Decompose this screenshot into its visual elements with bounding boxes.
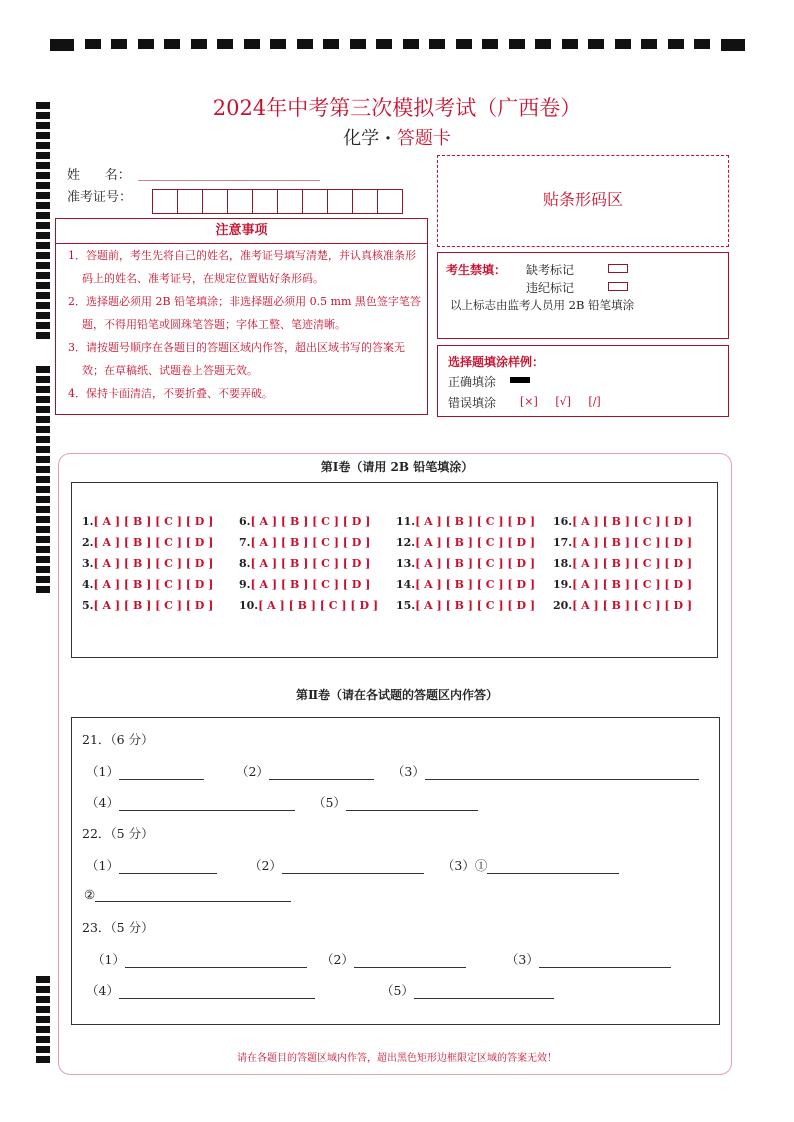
- choice-question[interactable]: [553, 515, 692, 528]
- timing-mark: [36, 192, 50, 199]
- choice-options[interactable]: [ A ] [ B ] [ C ] [ D ]: [572, 515, 693, 528]
- example-box: [437, 345, 729, 417]
- choice-question[interactable]: [82, 515, 213, 528]
- id-digit-cell[interactable]: [152, 189, 178, 214]
- timing-mark: [270, 39, 286, 49]
- choice-grid: [71, 482, 718, 658]
- choice-options[interactable]: [ A ] [ B ] [ C ] [ D ]: [572, 599, 693, 612]
- written-answer-box: [71, 717, 720, 1025]
- timing-mark: [36, 232, 50, 239]
- answer-line[interactable]: [539, 955, 671, 968]
- timing-mark: [36, 406, 50, 413]
- timing-mark: [36, 242, 50, 249]
- choice-question[interactable]: [239, 599, 378, 612]
- choice-question[interactable]: [239, 515, 370, 528]
- choice-question[interactable]: [396, 578, 535, 591]
- question-number: 2.: [82, 536, 94, 549]
- timing-mark: [36, 416, 50, 423]
- choice-options[interactable]: [ A ] [ B ] [ C ] [ D ]: [93, 578, 214, 591]
- timing-mark: [36, 162, 50, 169]
- answer-line[interactable]: [346, 798, 478, 811]
- question-number: 11.: [396, 515, 416, 528]
- id-digit-cell[interactable]: [227, 189, 253, 214]
- choice-question[interactable]: [553, 578, 692, 591]
- answer-line[interactable]: [119, 767, 204, 780]
- id-number-cells[interactable]: [153, 189, 403, 214]
- answer-line[interactable]: [119, 861, 217, 874]
- timing-mark: [36, 506, 50, 513]
- notice-list: [55, 243, 428, 415]
- card-label: 答题卡: [396, 128, 451, 149]
- timing-mark: [36, 976, 50, 983]
- answer-line[interactable]: [119, 798, 295, 811]
- q23-heading: 23．（5 分）: [82, 920, 154, 935]
- footer-warning: 请在各题目的答题区域内作答，超出黑色矩形边框限定区域的答案无效！: [237, 1053, 557, 1064]
- choice-options[interactable]: [ A ] [ B ] [ C ] [ D ]: [572, 557, 693, 570]
- choice-options[interactable]: [ A ] [ B ] [ C ] [ D ]: [415, 599, 536, 612]
- timing-mark: [641, 39, 657, 49]
- timing-mark: [36, 576, 50, 583]
- timing-mark: [36, 272, 50, 279]
- choice-options[interactable]: [ A ] [ B ] [ C ] [ D ]: [250, 515, 371, 528]
- timing-mark: [36, 366, 50, 373]
- timing-mark: [36, 516, 50, 523]
- notice-item: 1．答题前，考生先将自己的姓名，准考证号填写清楚，并认真核准条形码上的姓名、准考证号，在规定位置贴好条形码。: [68, 249, 416, 285]
- timing-mark: [36, 1016, 50, 1023]
- q22-row2: ②: [84, 887, 291, 902]
- q23-row2: （4） （5）: [86, 981, 554, 999]
- timing-mark: [36, 526, 50, 533]
- separator: ·: [384, 128, 392, 149]
- wrong-label: 错误填涂: [448, 396, 497, 410]
- question-number: 20.: [553, 599, 573, 612]
- answer-line[interactable]: [282, 861, 424, 874]
- timing-mark: [429, 39, 445, 49]
- q21-heading: 21．（6 分）: [82, 732, 154, 747]
- id-digit-cell[interactable]: [302, 189, 328, 214]
- q22-heading: 22．（5 分）: [82, 826, 154, 841]
- filled-mark: [510, 377, 530, 383]
- answer-line[interactable]: [425, 767, 699, 780]
- timing-mark: [36, 292, 50, 299]
- absent-label: 缺考标记: [526, 263, 575, 277]
- timing-mark: [694, 39, 710, 49]
- id-digit-cell[interactable]: [327, 189, 353, 214]
- id-label: 准考证号：: [67, 190, 133, 205]
- timing-mark: [50, 39, 74, 51]
- timing-mark: [36, 586, 50, 593]
- choice-options[interactable]: [ A ] [ B ] [ C ] [ D ]: [415, 515, 536, 528]
- timing-mark: [36, 1026, 50, 1033]
- notice-item: 4．保持卡面清洁，不要折叠、不要弄破。: [68, 387, 273, 400]
- timing-mark: [164, 39, 180, 49]
- timing-mark: [403, 39, 419, 49]
- correct-label: 正确填涂: [448, 375, 497, 389]
- violation-checkbox[interactable]: [608, 282, 628, 291]
- timing-mark: [36, 262, 50, 269]
- id-digit-cell[interactable]: [352, 189, 378, 214]
- answer-line[interactable]: [95, 889, 291, 902]
- timing-mark: [350, 39, 366, 49]
- choice-options[interactable]: [ A ] [ B ] [ C ] [ D ]: [572, 578, 693, 591]
- id-digit-cell[interactable]: [202, 189, 228, 214]
- q21-row1: （1） （2） （3）: [86, 762, 699, 780]
- timing-mark: [36, 536, 50, 543]
- timing-mark: [36, 282, 50, 289]
- timing-mark: [615, 39, 631, 49]
- question-number: 1.: [82, 515, 94, 528]
- id-digit-cell[interactable]: [377, 189, 403, 214]
- timing-mark: [668, 39, 684, 49]
- part2-title: 第Ⅱ卷（请在各试题的答题区内作答）: [295, 688, 499, 702]
- timing-mark: [36, 202, 50, 209]
- timing-mark: [36, 222, 50, 229]
- question-number: 10.: [239, 599, 259, 612]
- choice-options[interactable]: [ A ] [ B ] [ C ] [ D ]: [415, 557, 536, 570]
- top-timing-marks: [50, 39, 745, 51]
- name-input[interactable]: [138, 180, 320, 181]
- choice-question[interactable]: [396, 515, 535, 528]
- choice-question[interactable]: [82, 557, 213, 570]
- timing-mark: [36, 396, 50, 403]
- choice-question[interactable]: [239, 578, 370, 591]
- timing-mark: [456, 39, 472, 49]
- answer-line[interactable]: [119, 986, 315, 999]
- forbidden-label: 考生禁填：: [446, 263, 507, 277]
- violation-label: 违纪标记: [526, 281, 575, 295]
- question-number: 7.: [239, 536, 251, 549]
- answer-line[interactable]: [414, 986, 554, 999]
- timing-mark: [36, 1036, 50, 1043]
- choice-options[interactable]: [ A ] [ B ] [ C ] [ D ]: [258, 599, 379, 612]
- notice-item: 3．请按题号顺序在各题目的答题区域内作答，超出区域书写的答案无效；在草稿纸、试题卷上答题无效。: [68, 341, 405, 377]
- choice-question[interactable]: [396, 536, 535, 549]
- timing-mark: [721, 39, 745, 51]
- question-number: 14.: [396, 578, 416, 591]
- example-label: 选择题填涂样例：: [448, 355, 545, 369]
- timing-mark: [535, 39, 551, 49]
- subject: 化学: [343, 128, 380, 149]
- forbidden-box: [437, 252, 729, 339]
- timing-mark: [36, 172, 50, 179]
- choice-question[interactable]: [82, 536, 213, 549]
- answer-line[interactable]: [269, 767, 374, 780]
- barcode-area: 贴条形码区: [437, 155, 729, 247]
- q23-row1: （1） （2） （3）: [92, 950, 671, 968]
- id-digit-cell[interactable]: [177, 189, 203, 214]
- choice-question[interactable]: [553, 557, 692, 570]
- choice-options[interactable]: [ A ] [ B ] [ C ] [ D ]: [93, 515, 214, 528]
- timing-mark: [36, 996, 50, 1003]
- choice-options[interactable]: [ A ] [ B ] [ C ] [ D ]: [93, 557, 214, 570]
- name-label: 姓 名：: [67, 168, 131, 183]
- page-subtitle: [0, 124, 794, 150]
- notice-item: 2．选择题必须用 2B 铅笔填涂；非选择题必须用 0.5 mm 黑色签字笔答题，不得用铅笔或圆珠笔答题；字体工整、笔迹清晰。: [68, 295, 421, 331]
- choice-options[interactable]: [ A ] [ B ] [ C ] [ D ]: [93, 599, 214, 612]
- answer-line[interactable]: [487, 861, 619, 874]
- choice-options[interactable]: [ A ] [ B ] [ C ] [ D ]: [93, 536, 214, 549]
- notice-title: 注意事项: [55, 218, 428, 244]
- choice-options[interactable]: [ A ] [ B ] [ C ] [ D ]: [415, 536, 536, 549]
- timing-mark: [36, 476, 50, 483]
- timing-mark: [36, 496, 50, 503]
- choice-options[interactable]: [ A ] [ B ] [ C ] [ D ]: [250, 578, 371, 591]
- question-number: 12.: [396, 536, 416, 549]
- question-number: 9.: [239, 578, 251, 591]
- choice-options[interactable]: [ A ] [ B ] [ C ] [ D ]: [415, 578, 536, 591]
- choice-question[interactable]: [553, 599, 692, 612]
- wrong-marks: [×] [√] [/]: [520, 395, 601, 408]
- timing-mark: [36, 426, 50, 433]
- timing-mark: [36, 556, 50, 563]
- timing-mark: [323, 39, 339, 49]
- choice-question[interactable]: [82, 578, 213, 591]
- question-number: 13.: [396, 557, 416, 570]
- page-title: 2024年中考第三次模拟考试（广西卷）: [212, 96, 582, 120]
- timing-mark: [217, 39, 233, 49]
- question-number: 16.: [553, 515, 573, 528]
- timing-mark: [36, 566, 50, 573]
- question-number: 19.: [553, 578, 573, 591]
- timing-mark: [36, 212, 50, 219]
- timing-mark: [482, 39, 498, 49]
- question-number: 17.: [553, 536, 573, 549]
- timing-mark: [36, 182, 50, 189]
- timing-mark: [36, 332, 50, 339]
- choice-question[interactable]: [396, 599, 535, 612]
- absent-checkbox[interactable]: [608, 264, 628, 273]
- id-digit-cell[interactable]: [252, 189, 278, 214]
- timing-mark: [509, 39, 525, 49]
- answer-line[interactable]: [354, 955, 466, 968]
- question-number: 5.: [82, 599, 94, 612]
- choice-question[interactable]: [553, 536, 692, 549]
- id-digit-cell[interactable]: [277, 189, 303, 214]
- question-number: 15.: [396, 599, 416, 612]
- timing-mark: [36, 1006, 50, 1013]
- timing-mark: [85, 39, 101, 49]
- timing-mark: [36, 312, 50, 319]
- timing-mark: [36, 436, 50, 443]
- question-number: 4.: [82, 578, 94, 591]
- timing-mark: [36, 546, 50, 553]
- timing-mark: [376, 39, 392, 49]
- timing-mark: [36, 486, 50, 493]
- timing-mark: [191, 39, 207, 49]
- timing-mark: [36, 322, 50, 329]
- timing-mark: [36, 986, 50, 993]
- timing-mark: [36, 252, 50, 259]
- timing-mark: [138, 39, 154, 49]
- timing-mark: [111, 39, 127, 49]
- question-number: 18.: [553, 557, 573, 570]
- timing-mark: [588, 39, 604, 49]
- question-number: 8.: [239, 557, 251, 570]
- choice-question[interactable]: [239, 557, 370, 570]
- timing-mark: [36, 376, 50, 383]
- q21-row2: （4） （5）: [86, 793, 478, 811]
- question-number: 6.: [239, 515, 251, 528]
- answer-line[interactable]: [125, 955, 307, 968]
- forbidden-note: 以上标志由监考人员用 2B 铅笔填涂: [450, 298, 635, 312]
- q22-row1: （1） （2） （3）①: [86, 856, 619, 874]
- part1-title: 第Ⅰ卷（请用 2B 铅笔填涂）: [320, 460, 474, 474]
- timing-mark: [36, 152, 50, 159]
- choice-options[interactable]: [ A ] [ B ] [ C ] [ D ]: [572, 536, 693, 549]
- question-number: 3.: [82, 557, 94, 570]
- choice-question[interactable]: [82, 599, 213, 612]
- choice-options[interactable]: [ A ] [ B ] [ C ] [ D ]: [250, 536, 371, 549]
- timing-mark: [244, 39, 260, 49]
- timing-mark: [36, 302, 50, 309]
- timing-mark: [562, 39, 578, 49]
- side-timing-marks: [36, 366, 50, 593]
- choice-question[interactable]: [396, 557, 535, 570]
- timing-mark: [36, 446, 50, 453]
- choice-question[interactable]: [239, 536, 370, 549]
- timing-mark: [36, 386, 50, 393]
- choice-options[interactable]: [ A ] [ B ] [ C ] [ D ]: [250, 557, 371, 570]
- timing-mark: [297, 39, 313, 49]
